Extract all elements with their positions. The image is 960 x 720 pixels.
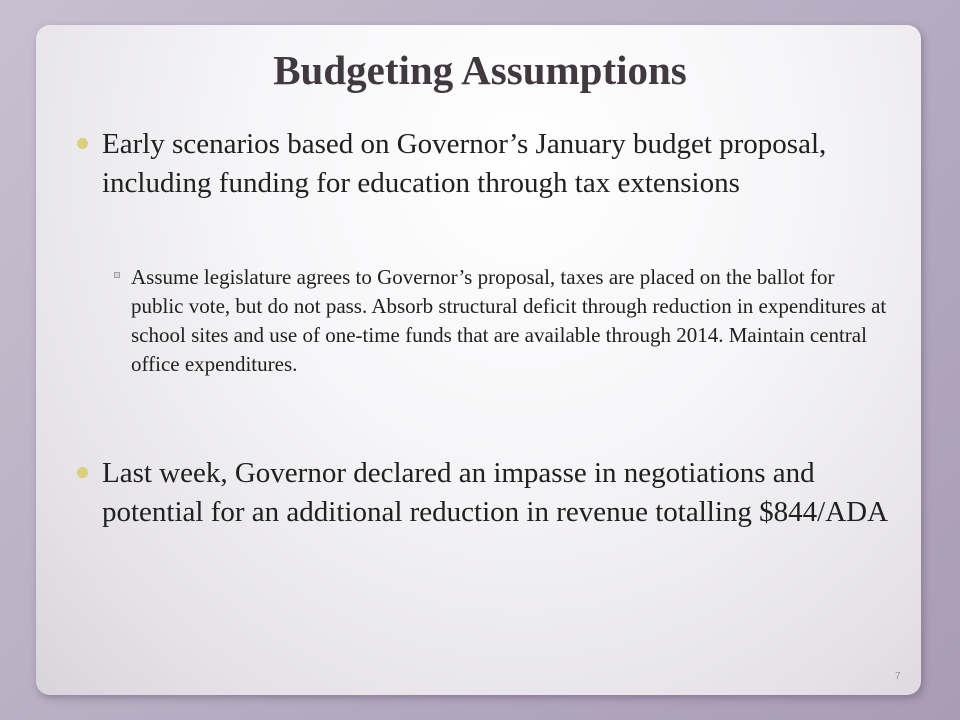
bullet-dot-icon <box>77 138 88 149</box>
sub-bullet-item <box>131 263 891 379</box>
sub-bullet-text: Assume legislature agrees to Governor’s proposal, taxes are placed on the ballot for public vote, but do not pass. Absorb structural deficit through reduction in expenditures at school sites and use of one-time funds that are available through 2014. Maintain central office expenditures. <box>131 265 887 376</box>
square-bullet-icon <box>114 272 120 278</box>
slide-title: Budgeting Assumptions <box>273 47 687 93</box>
bullet-text: Last week, Governor declared an impasse in negotiations and potential for an additional reduction in revenue totalling $844/ADA <box>102 457 889 528</box>
bullet-item <box>102 454 892 532</box>
bullet-item <box>102 125 892 203</box>
bullet-dot-icon <box>77 467 88 478</box>
bullet-text: Early scenarios based on Governor’s January budget proposal, including funding for education through tax extensions <box>102 128 827 199</box>
page-number: 7 <box>895 671 901 682</box>
